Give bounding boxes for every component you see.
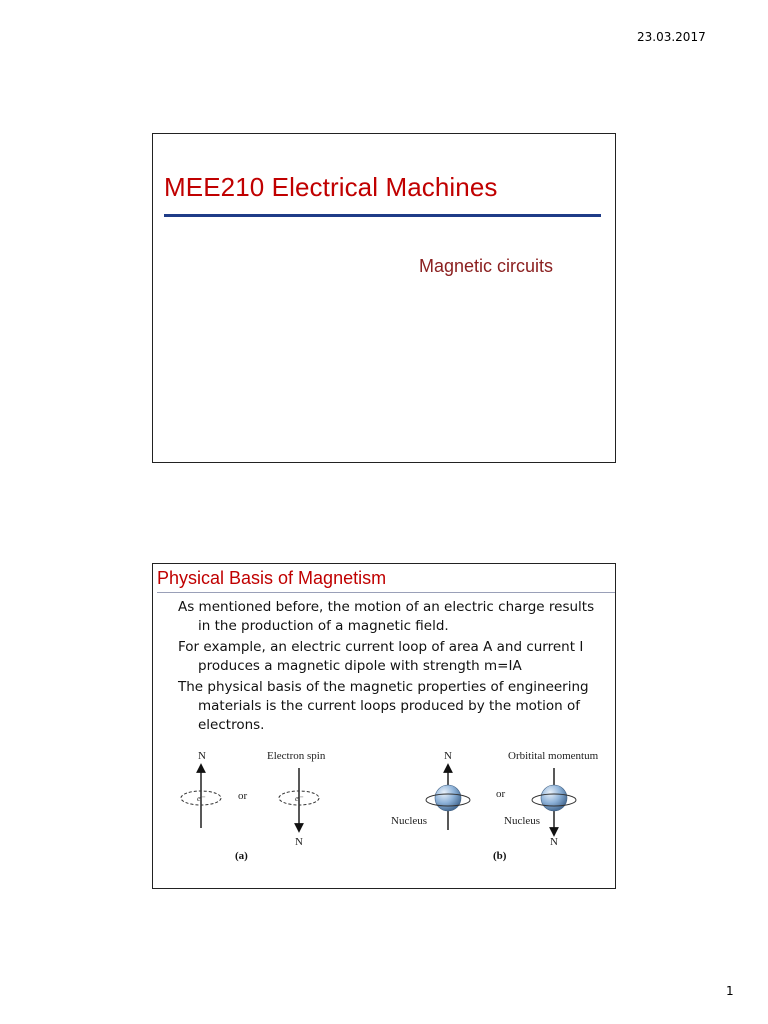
- slide-heading: Physical Basis of Magnetism: [157, 568, 387, 588]
- pole-label-north: N: [198, 750, 206, 762]
- panel-b: [391, 750, 599, 862]
- bullet-item: The physical basis of the magnetic properties of engineering materials is the current loops produced by the motion of electrons.: [178, 679, 589, 733]
- caption-orbital-momentum: Orbitital momentum: [508, 750, 599, 762]
- or-label: or: [496, 788, 506, 800]
- bullet-list: [178, 598, 610, 737]
- page-number: 1: [726, 984, 734, 998]
- panel-label-b: (b): [493, 850, 507, 862]
- slide-title: MEE210 Electrical Machines: [164, 172, 498, 202]
- electron-label: e⁻: [197, 794, 205, 803]
- caption-electron-spin: Electron spin: [267, 750, 326, 762]
- or-label: or: [238, 790, 248, 802]
- nucleus-sphere: [435, 785, 461, 811]
- electron-label: e⁻: [295, 794, 303, 803]
- panel-label-a: (a): [235, 850, 248, 862]
- heading-rule: [157, 592, 615, 593]
- page-date: 23.03.2017: [637, 30, 706, 44]
- nucleus-label: Nucleus: [504, 815, 541, 827]
- title-slide: [152, 133, 616, 463]
- nucleus-label: Nucleus: [391, 815, 428, 827]
- pole-label-north: N: [444, 750, 452, 762]
- bullet-item: For example, an electric current loop of area A and current I produces a magnetic dipole with strength m=IA: [178, 639, 584, 674]
- pole-label-north: N: [550, 836, 558, 848]
- magnetism-figure: [153, 746, 615, 866]
- pole-label-north: N: [295, 836, 303, 848]
- bullet-item: As mentioned before, the motion of an electric charge results in the production of a magnetic field.: [178, 599, 595, 634]
- title-underline: [164, 214, 601, 217]
- content-slide: [152, 563, 616, 889]
- slide-subtitle: Magnetic circuits: [419, 256, 554, 276]
- nucleus-sphere: [541, 785, 567, 811]
- panel-a: [181, 750, 326, 862]
